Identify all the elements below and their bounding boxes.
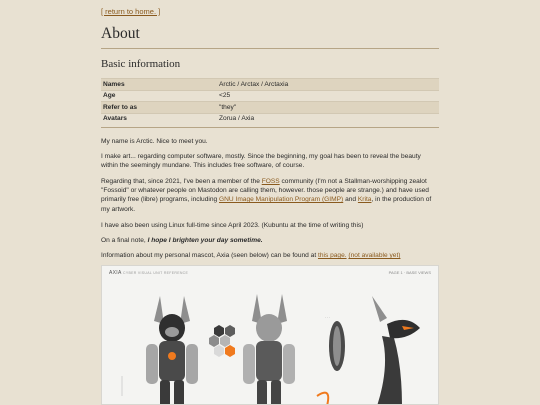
not-available-link[interactable]: (not available yet): [348, 252, 401, 259]
basic-info-heading: Basic information: [101, 58, 181, 70]
text-span: On a final note,: [101, 237, 148, 244]
sheet-title: AXIA: [109, 270, 122, 276]
foss-paragraph: [101, 177, 439, 214]
table-row: [101, 102, 439, 114]
intro-paragraph: My name is Arctic. Nice to meet you.: [101, 138, 208, 145]
linux-paragraph: I have also been using Linux full-time since April 2023. (Kubuntu at the time of writing this): [101, 222, 364, 229]
text-span: community (I'm not a Stallman-worshipping zealot "Fossoid" or whatever people on Mastodon are calling them, however. those people are strange.) and have used primarily free (libre) programs, including: [101, 178, 429, 204]
text-span: Information about my personal mascot, Axia (seen below) can be found at: [101, 252, 318, 259]
info-value: Arctic / Arctax / Arctaxia: [217, 79, 439, 91]
text-span: , in the production of my artwork.: [101, 196, 432, 213]
info-key: Refer to as: [101, 102, 217, 114]
tail-tag: · · ·: [325, 316, 331, 320]
title-divider: [101, 48, 439, 49]
table-row: [101, 79, 439, 91]
mascot-page-link[interactable]: this page.: [317, 252, 347, 259]
info-key: Age: [101, 90, 217, 102]
section-divider: [101, 127, 439, 128]
mascot-artwork: [102, 266, 439, 405]
mascot-reference-sheet: [101, 265, 439, 405]
info-key: Avatars: [101, 113, 217, 124]
krita-link[interactable]: Krita: [357, 196, 372, 204]
final-note-paragraph: [101, 236, 439, 245]
return-home-link[interactable]: [ return to home. ]: [101, 7, 161, 16]
table-row: [101, 90, 439, 102]
page-title: About: [101, 25, 140, 42]
info-value: Zorua / Axia: [217, 113, 439, 124]
foss-link[interactable]: FOSS: [261, 178, 280, 185]
art-paragraph: I make art... regarding computer software, mostly. Since the beginning, my goal has been to reveal the beauty within the seemingly mundane. This includes free software, of course.: [101, 153, 421, 170]
color-swatches: [209, 325, 235, 357]
gimp-link[interactable]: GNU Image Manipulation Program (GIMP): [219, 196, 344, 204]
info-value: "they": [217, 102, 439, 114]
mascot-paragraph: [101, 251, 439, 260]
info-key: Names: [101, 79, 217, 91]
sheet-page-label: PAGE 1 · BASE VIEWS: [388, 270, 431, 275]
emphasis-text: I hope I brighten your day sometime.: [147, 237, 263, 244]
text-span: and: [343, 196, 358, 204]
basic-info-table: [101, 78, 439, 124]
front-view-figure: [122, 296, 198, 405]
back-view-figure: [243, 294, 295, 405]
sheet-subtitle: CYBER VISUAL UNIT REFERENCE: [123, 271, 189, 275]
table-row: [101, 113, 439, 124]
tail-detail: [329, 321, 345, 371]
info-value: <25: [217, 90, 439, 102]
text-span: Regarding that, since 2021, I've been a member of the: [101, 178, 262, 185]
